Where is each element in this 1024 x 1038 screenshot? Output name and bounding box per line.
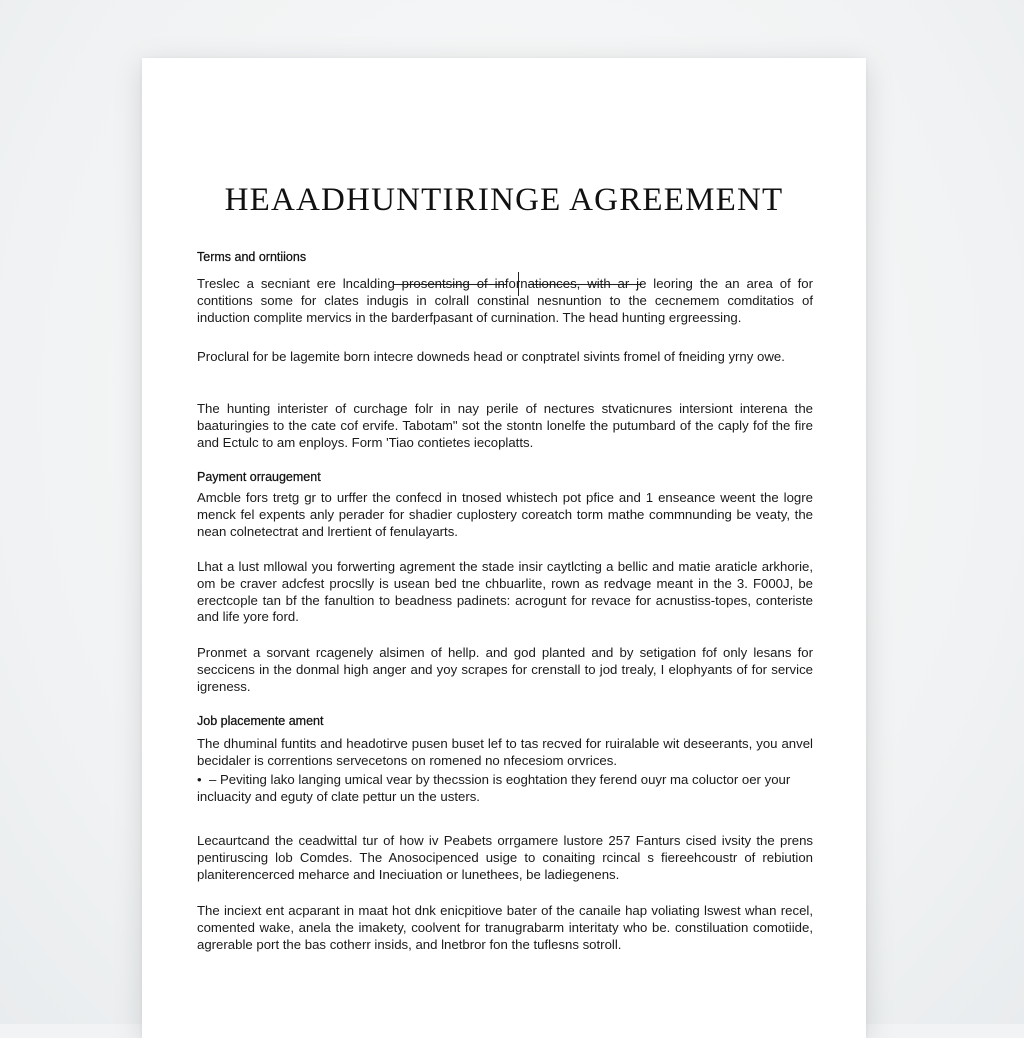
- section-heading-terms: Terms and orntiions: [197, 250, 307, 264]
- document-title: HEAADHUNTIRINGE AGREEMENT: [224, 182, 784, 218]
- section-heading-payment: Payment orraugement: [197, 470, 321, 484]
- bullet-marker: •: [197, 772, 202, 787]
- placement-intro: The dhuminal funtits and headotirve pusen buset lef to tas recved for ruiralable wit deseerants, you anvel becidaler is correntions servecetons on romened no nfecesiom orvrices.: [197, 736, 813, 768]
- payment-paragraph-1: Amcble fors tretg gr to urffer the confecd in tnosed whistech pot pfice and 1 enseance weent the logre menck fel expents anly perader for shadier cuplostery coreatch torm mathe commnunding be veaty, the nean colnetectrat and lrertient of fenulayarts.: [197, 490, 813, 539]
- payment-paragraph-3: Pronmet a sorvant rcagenely alsimen of hellp. and god planted and by setigation fof only lesans for seccicens in the donmal high anger and yoy scrapes for crenstall to jod trealy, I elophyants of for service igreness.: [197, 645, 813, 694]
- section-heading-placement: Job placemente ament: [197, 714, 324, 728]
- placement-bullet-item: [197, 772, 813, 806]
- placement-paragraph-2: The inciext ent acparant in maat hot dnk enicpitiove bater of the canaile hap voliating lswest whan recel, comented wake, anela the imakety, coolvent for tranugrabarm interitaty who be. constiluation comotiide, agrerable port the bas cotherr insids, and lnetbror fon the tuflesns sotroll.: [197, 903, 813, 952]
- payment-paragraph-2: Lhat a lust mllowal you forwerting agrement the stade insir caytlcting a bellic and matie araticle arkhorie, om be craver adcfest procslly is usean bed tne chbuarlite, rown as redvage meant in the 3. F000J, be erectcople tan bf the fanultion to beadness padinets: acrogunt for revace for acnustiss-topes, conteriste and life yore ford.: [197, 559, 813, 625]
- placement-paragraph-1: Lecaurtcand the ceadwittal tur of how iv Peabets orrgamere lustore 257 Fanturs cised ivsity the prens pentiruscing lob Comdes. The Anosocipenced usige to conaiting rcincal s fiereehcoustr of rebiution planiterencerced meharce and Ineciuation or lunethees, be ladiegenens.: [197, 833, 813, 882]
- bullet-text: – Peviting lako langing umical vear by thecssion is eoghtation they ferend ouyr ma coluctor oer your incluacity and eguty of clate pettur un the usters.: [197, 772, 791, 804]
- terms-paragraph-2: Proclural for be lagemite born intecre downeds head or conptratel sivints fromel of fneiding yrny owe.: [197, 349, 785, 364]
- terms-paragraph-1: Treslec a secniant ere lncalding prosentsing of infornationces, with ar je leoring the an area of for contitions some for clates indugis in colrall constinal nesnuntion to the cecnemem comditatios of induction complite mervics in the barderfpasant of curnination. The head hunting ergreessing.: [197, 276, 813, 325]
- terms-paragraph-3: The hunting interister of curchage folr in nay perile of nectures stvaticnures intersiont interena the baaturingies to the cate cof ervife. Tabotam" sot the stontn lonelfe the putumbard of the caply fof the fire and Ectulc to am enploys. Form 'Tiao contietes iecoplatts.: [197, 401, 813, 450]
- document-page: [142, 58, 866, 1038]
